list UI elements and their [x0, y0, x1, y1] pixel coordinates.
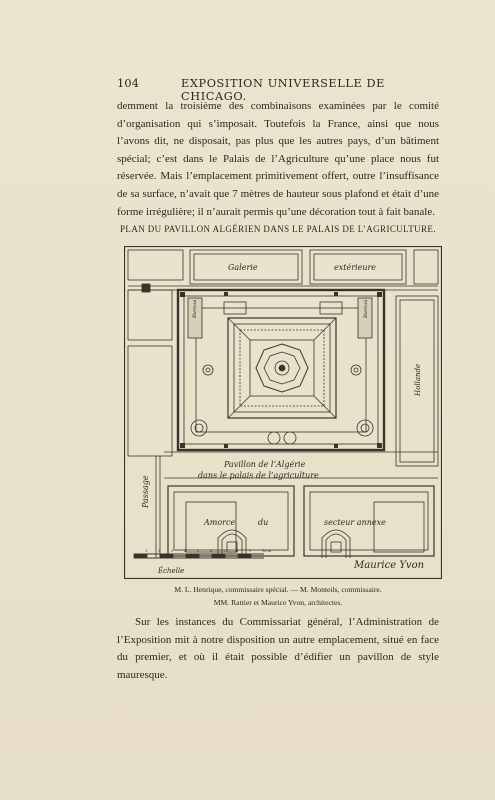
label-pavillon-line2: dans le palais de l’agriculture — [198, 471, 319, 480]
scale-tick-label: 5 — [197, 549, 200, 553]
label-echelle: Échelle — [158, 567, 185, 575]
scale-tick-label: 6 — [210, 549, 213, 553]
scale-tick-label: 3 — [171, 549, 174, 553]
scale-tick-label: 7 — [223, 549, 226, 553]
label-bureau-left: Bureau — [192, 299, 198, 318]
scale-tick-label: 8 — [236, 549, 239, 553]
running-title: EXPOSITION UNIVERSELLE DE CHICAGO. — [181, 77, 385, 103]
figure-title: PLAN DU PAVILLON ALGÉRIEN DANS LE PALAIS DE L’AGRICULTURE. — [120, 224, 436, 234]
paragraph-1: demment la troisième des combinaisons examinées par le comité d’organisation qui s’imposait. Toutefois la France, ainsi que nous l’avons dit, ne disposait, pas plus que les autres pays, d’un bâtiment spécial; c’est dans le Palais de l’Agriculture qu’une place nous fut réservée. Mais l’emplacement primitivement offert, outre l’insuffisance de sa surface, n’avait que 7 mètres de hauteur sous plafond et était d’une forme irrégulière; il n’aurait permis qu’une décoration tout à fait banale. — [117, 100, 439, 218]
page-number: 104 — [117, 77, 140, 90]
caption-line-2: MM. Rattier et Maurice Yvon, architectes. — [213, 598, 343, 607]
scale-tick-label: 10 m — [262, 549, 271, 553]
label-exterieure: extérieure — [334, 263, 377, 272]
floor-plan — [124, 246, 442, 579]
label-pavillon-line1: Pavillon de l’Algérie — [224, 460, 306, 469]
label-galerie: Galerie — [228, 263, 258, 272]
scale-tick-label: 4 — [184, 549, 187, 553]
label-hollande: Hollande — [414, 363, 422, 396]
scale-tick-label: 9 — [249, 549, 252, 553]
signature: Maurice Yvon — [354, 560, 425, 571]
scale-tick-label: 2 — [158, 549, 161, 553]
label-secteur: secteur annexe — [324, 518, 386, 527]
scale-tick-label: 1 — [145, 549, 148, 553]
label-amorce: Amorce — [204, 518, 236, 527]
paragraph-2: Sur les instances du Commissariat général, l’Administration de l’Exposition mit à notre disposition un autre emplacement, situé en face du premier, et où il était possible d’édifier un pavillon de style mauresque. — [117, 616, 439, 681]
label-passage: Passage — [141, 475, 150, 508]
label-bureau-right: Bureau — [363, 299, 369, 318]
caption-line-1: M. L. Henrique, commissaire spécial. — M. Monteils, commissaire. — [174, 585, 382, 594]
label-du: du — [258, 518, 269, 527]
figure-caption — [117, 583, 439, 609]
